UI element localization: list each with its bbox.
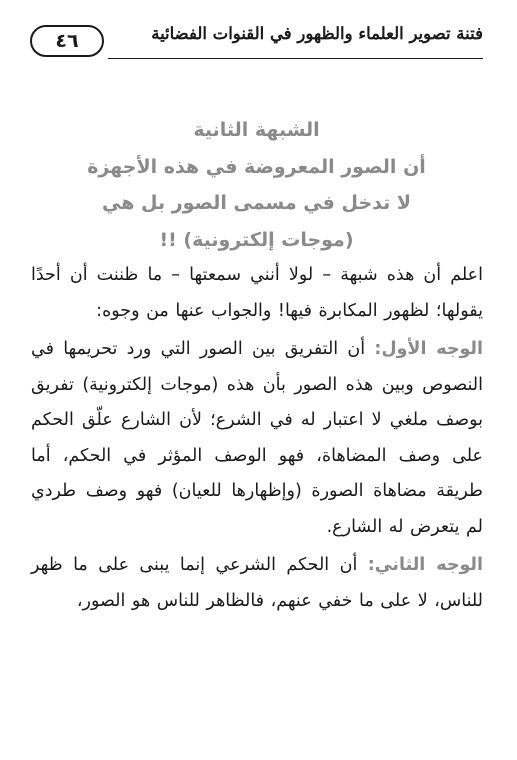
first-aspect-label: الوجه الأول:: [374, 339, 483, 359]
intro-paragraph: اعلم أن هذه شبهة – لولا أنني سمعتها – ما ظننت أن أحدًا يقولها؛ لظهور المكابرة فيها! والجواب عنها من وجوه:: [31, 265, 483, 321]
section-heading: [30, 112, 483, 258]
heading-line-3: لا تدخل في مسمى الصور بل هي: [101, 192, 412, 214]
second-aspect-paragraph: [31, 548, 483, 619]
first-aspect-paragraph: [31, 332, 483, 545]
heading-line-4: (موجات إلكترونية) !!: [159, 228, 354, 251]
heading-line-2: أن الصور المعروضة في هذه الأجهزة: [87, 155, 426, 178]
first-aspect-text: أن التفريق بين الصور التي ورد تحريمها في النصوص وبين هذه الصور بأن هذه (موجات إلكترونية) تفريق بوصف ملغي لا اعتبار له في الشرع؛ لأن الشارع علّق الحكم على وصف المضاهاة، فهو الوصف المؤثر في الحكم، أما طريقة مضاهاة الصورة (وإظهارها للعيان) فهو وصف طردي لم يتعرض له الشارع.: [31, 339, 483, 537]
page-header: [30, 20, 483, 66]
second-aspect-text: أن الحكم الشرعي إنما يبنى على ما ظهر للناس، لا على ما خفي عنهم، فالظاهر للناس هو الصور،: [31, 555, 483, 611]
heading-line-1: الشبهة الثانية: [193, 119, 320, 141]
second-aspect-label: الوجه الثاني:: [367, 555, 483, 575]
running-title: فتنة تصوير العلماء والظهور في القنوات الفضائية: [151, 24, 483, 43]
header-rule: [108, 58, 483, 59]
body-text: [31, 258, 483, 619]
page-number: ٤٦: [30, 25, 104, 57]
